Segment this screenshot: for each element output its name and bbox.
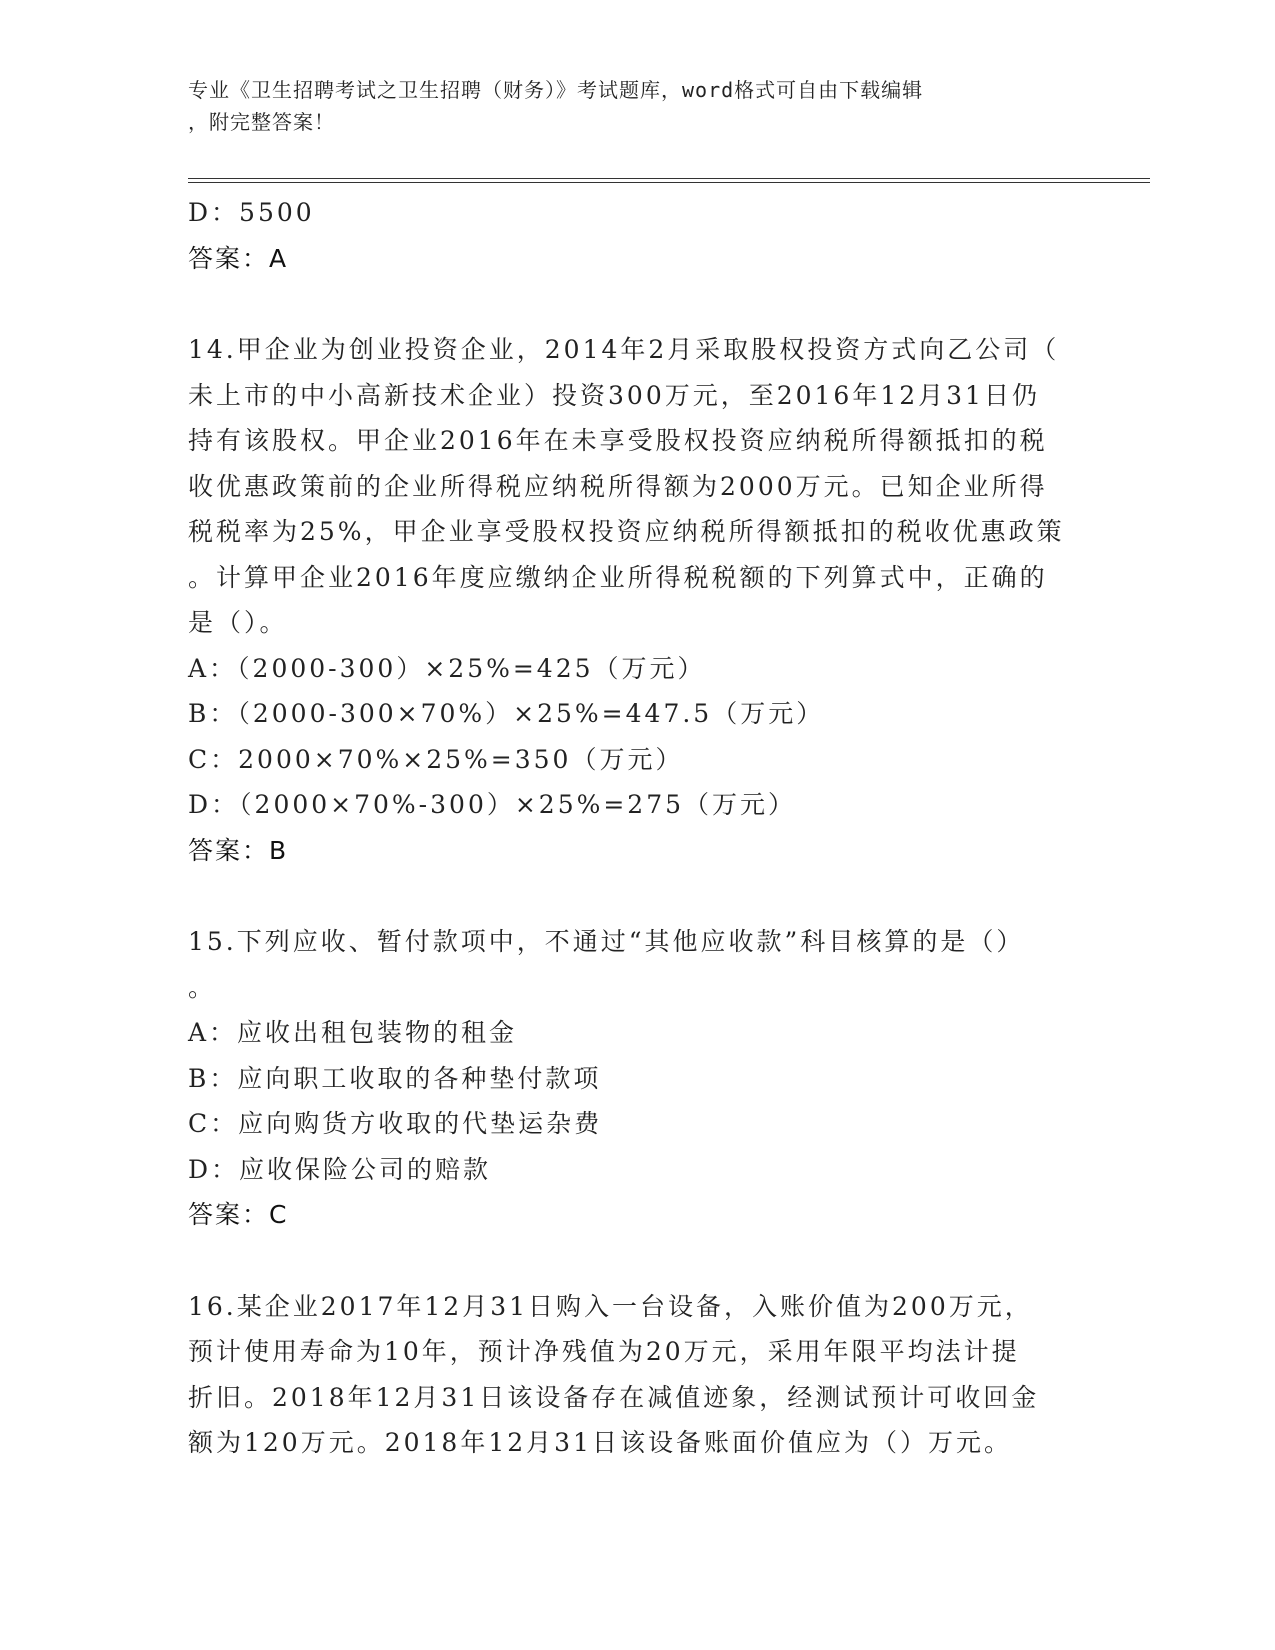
spacer	[188, 873, 1088, 919]
question-text-line: 未上市的中小高新技术企业）投资300万元，至2016年12月31日仍	[188, 380, 1040, 410]
question-text-line: 。	[188, 972, 217, 1002]
answer: 答案：A	[188, 243, 289, 273]
spacer	[188, 281, 1088, 327]
option-b: B：（2000-300×70%）×25%=447.5（万元）	[188, 699, 825, 728]
document-header	[188, 74, 1088, 138]
question-text-line: 。计算甲企业2016年度应缴纳企业所得税税额的下列算式中，正确的	[188, 562, 1048, 592]
question-15	[188, 919, 1088, 1238]
question-text-line: 折旧。2018年12月31日该设备存在减值迹象，经测试预计可收回金	[188, 1382, 1040, 1412]
header-line-1: 专业《卫生招聘考试之卫生招聘（财务）》考试题库，word格式可自由下载编辑	[188, 78, 924, 102]
question-16	[188, 1284, 1088, 1466]
question-text-line: 15.下列应收、暂付款项中，不通过“其他应收款”科目核算的是（）	[188, 927, 1025, 956]
document-body	[188, 190, 1088, 1466]
option-c: C：应向购货方收取的代垫运杂费	[188, 1109, 603, 1138]
question-text-line: 持有该股权。甲企业2016年在未享受股权投资应纳税所得额抵扣的税	[188, 426, 1048, 455]
question-text-line: 是（）。	[188, 608, 288, 637]
option-d: D：应收保险公司的赔款	[188, 1154, 492, 1184]
header-line-2: ，附完整答案！	[188, 110, 335, 134]
header-divider-top	[188, 178, 1150, 179]
question-text-line: 收优惠政策前的企业所得税应纳税所得额为2000万元。已知企业所得	[188, 471, 1048, 501]
question-text-line: 预计使用寿命为10年，预计净残值为20万元，采用年限平均法计提	[188, 1337, 1020, 1366]
option-b: B：应向职工收取的各种垫付款项	[188, 1063, 602, 1093]
question-text-line: 税税率为25%，甲企业享受股权投资应纳税所得额抵扣的税收优惠政策	[188, 517, 1065, 546]
question-14	[188, 327, 1088, 873]
option-c: C：2000×70%×25%=350（万元）	[188, 744, 684, 774]
option-d: D：5500	[188, 198, 315, 227]
question-13-tail	[188, 190, 1088, 281]
option-a: A：（2000-300）×25%=425（万元）	[188, 653, 706, 683]
question-text-line: 14.甲企业为创业投资企业，2014年2月采取股权投资方式向乙公司（	[188, 335, 1060, 364]
spacer	[188, 1238, 1088, 1284]
answer: 答案：C	[188, 1200, 289, 1229]
option-d: D：（2000×70%-300）×25%=275（万元）	[188, 790, 797, 819]
header-divider-bottom	[188, 182, 1150, 183]
question-text-line: 16.某企业2017年12月31日购入一台设备，入账价值为200万元，	[188, 1291, 1033, 1321]
option-a: A：应收出租包装物的租金	[188, 1018, 518, 1047]
answer: 答案：B	[188, 835, 289, 865]
question-text-line: 额为120万元。2018年12月31日该设备账面价值应为（）万元。	[188, 1428, 1012, 1457]
